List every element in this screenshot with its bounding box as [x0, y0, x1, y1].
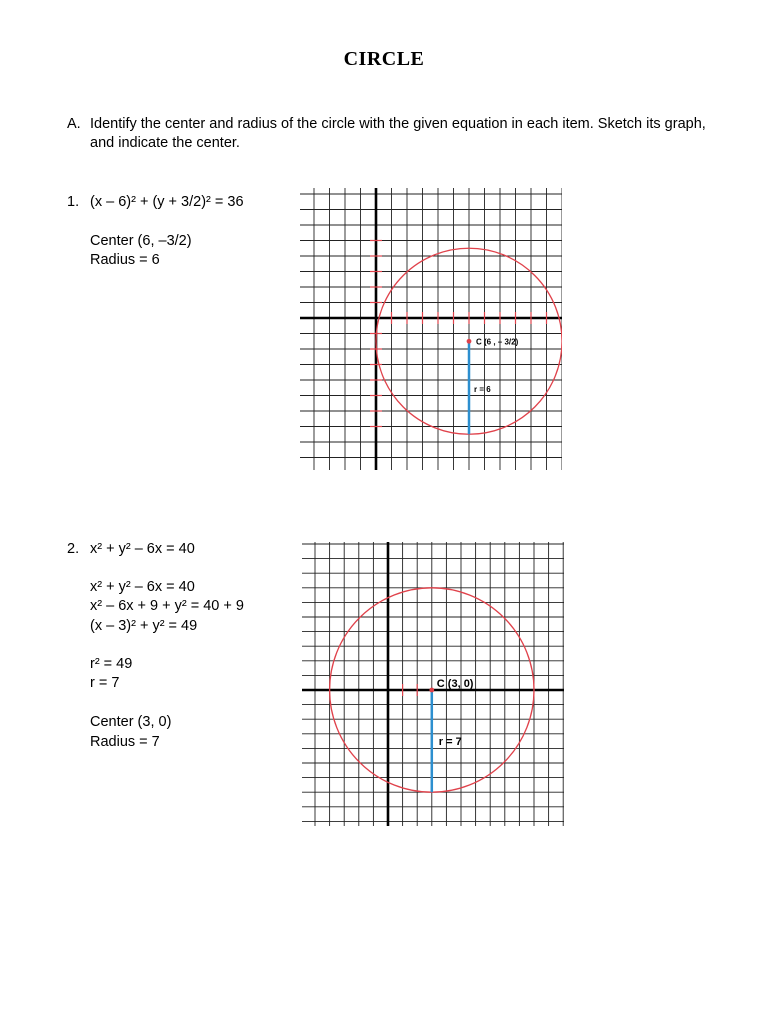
- graph-1-axes: [300, 188, 562, 470]
- problem-2-equation: x² + y² – 6x = 40: [90, 541, 195, 557]
- graph-1-gridlines: [300, 188, 562, 470]
- problem-2-work-line: x² – 6x + 9 + y² = 40 + 9: [90, 598, 244, 614]
- instruction-text: Identify the center and radius of the circle with the given equation in each item. Sketch its graph, and indicate the center.: [90, 116, 706, 151]
- problem-2-work-line: (x – 3)² + y² = 49: [90, 618, 198, 634]
- page-title: CIRCLE: [343, 48, 425, 70]
- graph-2: [302, 542, 564, 826]
- instruction-block: [67, 115, 707, 153]
- section-letter: A.: [67, 116, 81, 132]
- problem-2-work-line: r = 7: [90, 675, 120, 691]
- graph-1-center-point: [467, 339, 472, 344]
- problem-1-number: 1.: [67, 194, 80, 210]
- problem-2-number: 2.: [67, 541, 80, 557]
- graph-1-radius-label: r = 6: [474, 384, 491, 394]
- graph-2-center-point: [429, 688, 434, 693]
- problem-2-radius: Radius = 7: [90, 734, 160, 750]
- problem-2-work-line: r² = 49: [90, 656, 133, 672]
- problem-2-work-line: x² + y² – 6x = 40: [90, 579, 195, 595]
- graph-1: [300, 188, 562, 470]
- graph-1-center-label: C (6 , – 3/2): [476, 337, 519, 347]
- graph-2-radius-label: r = 7: [438, 736, 462, 749]
- problem-1-center: Center (6, –3/2): [90, 233, 192, 249]
- problem-2-center: Center (3, 0): [90, 714, 172, 730]
- graph-2-center-label: C (3, 0): [436, 678, 474, 690]
- problem-1-equation: (x – 6)² + (y + 3/2)² = 36: [90, 194, 244, 210]
- problem-1-radius: Radius = 6: [90, 252, 160, 268]
